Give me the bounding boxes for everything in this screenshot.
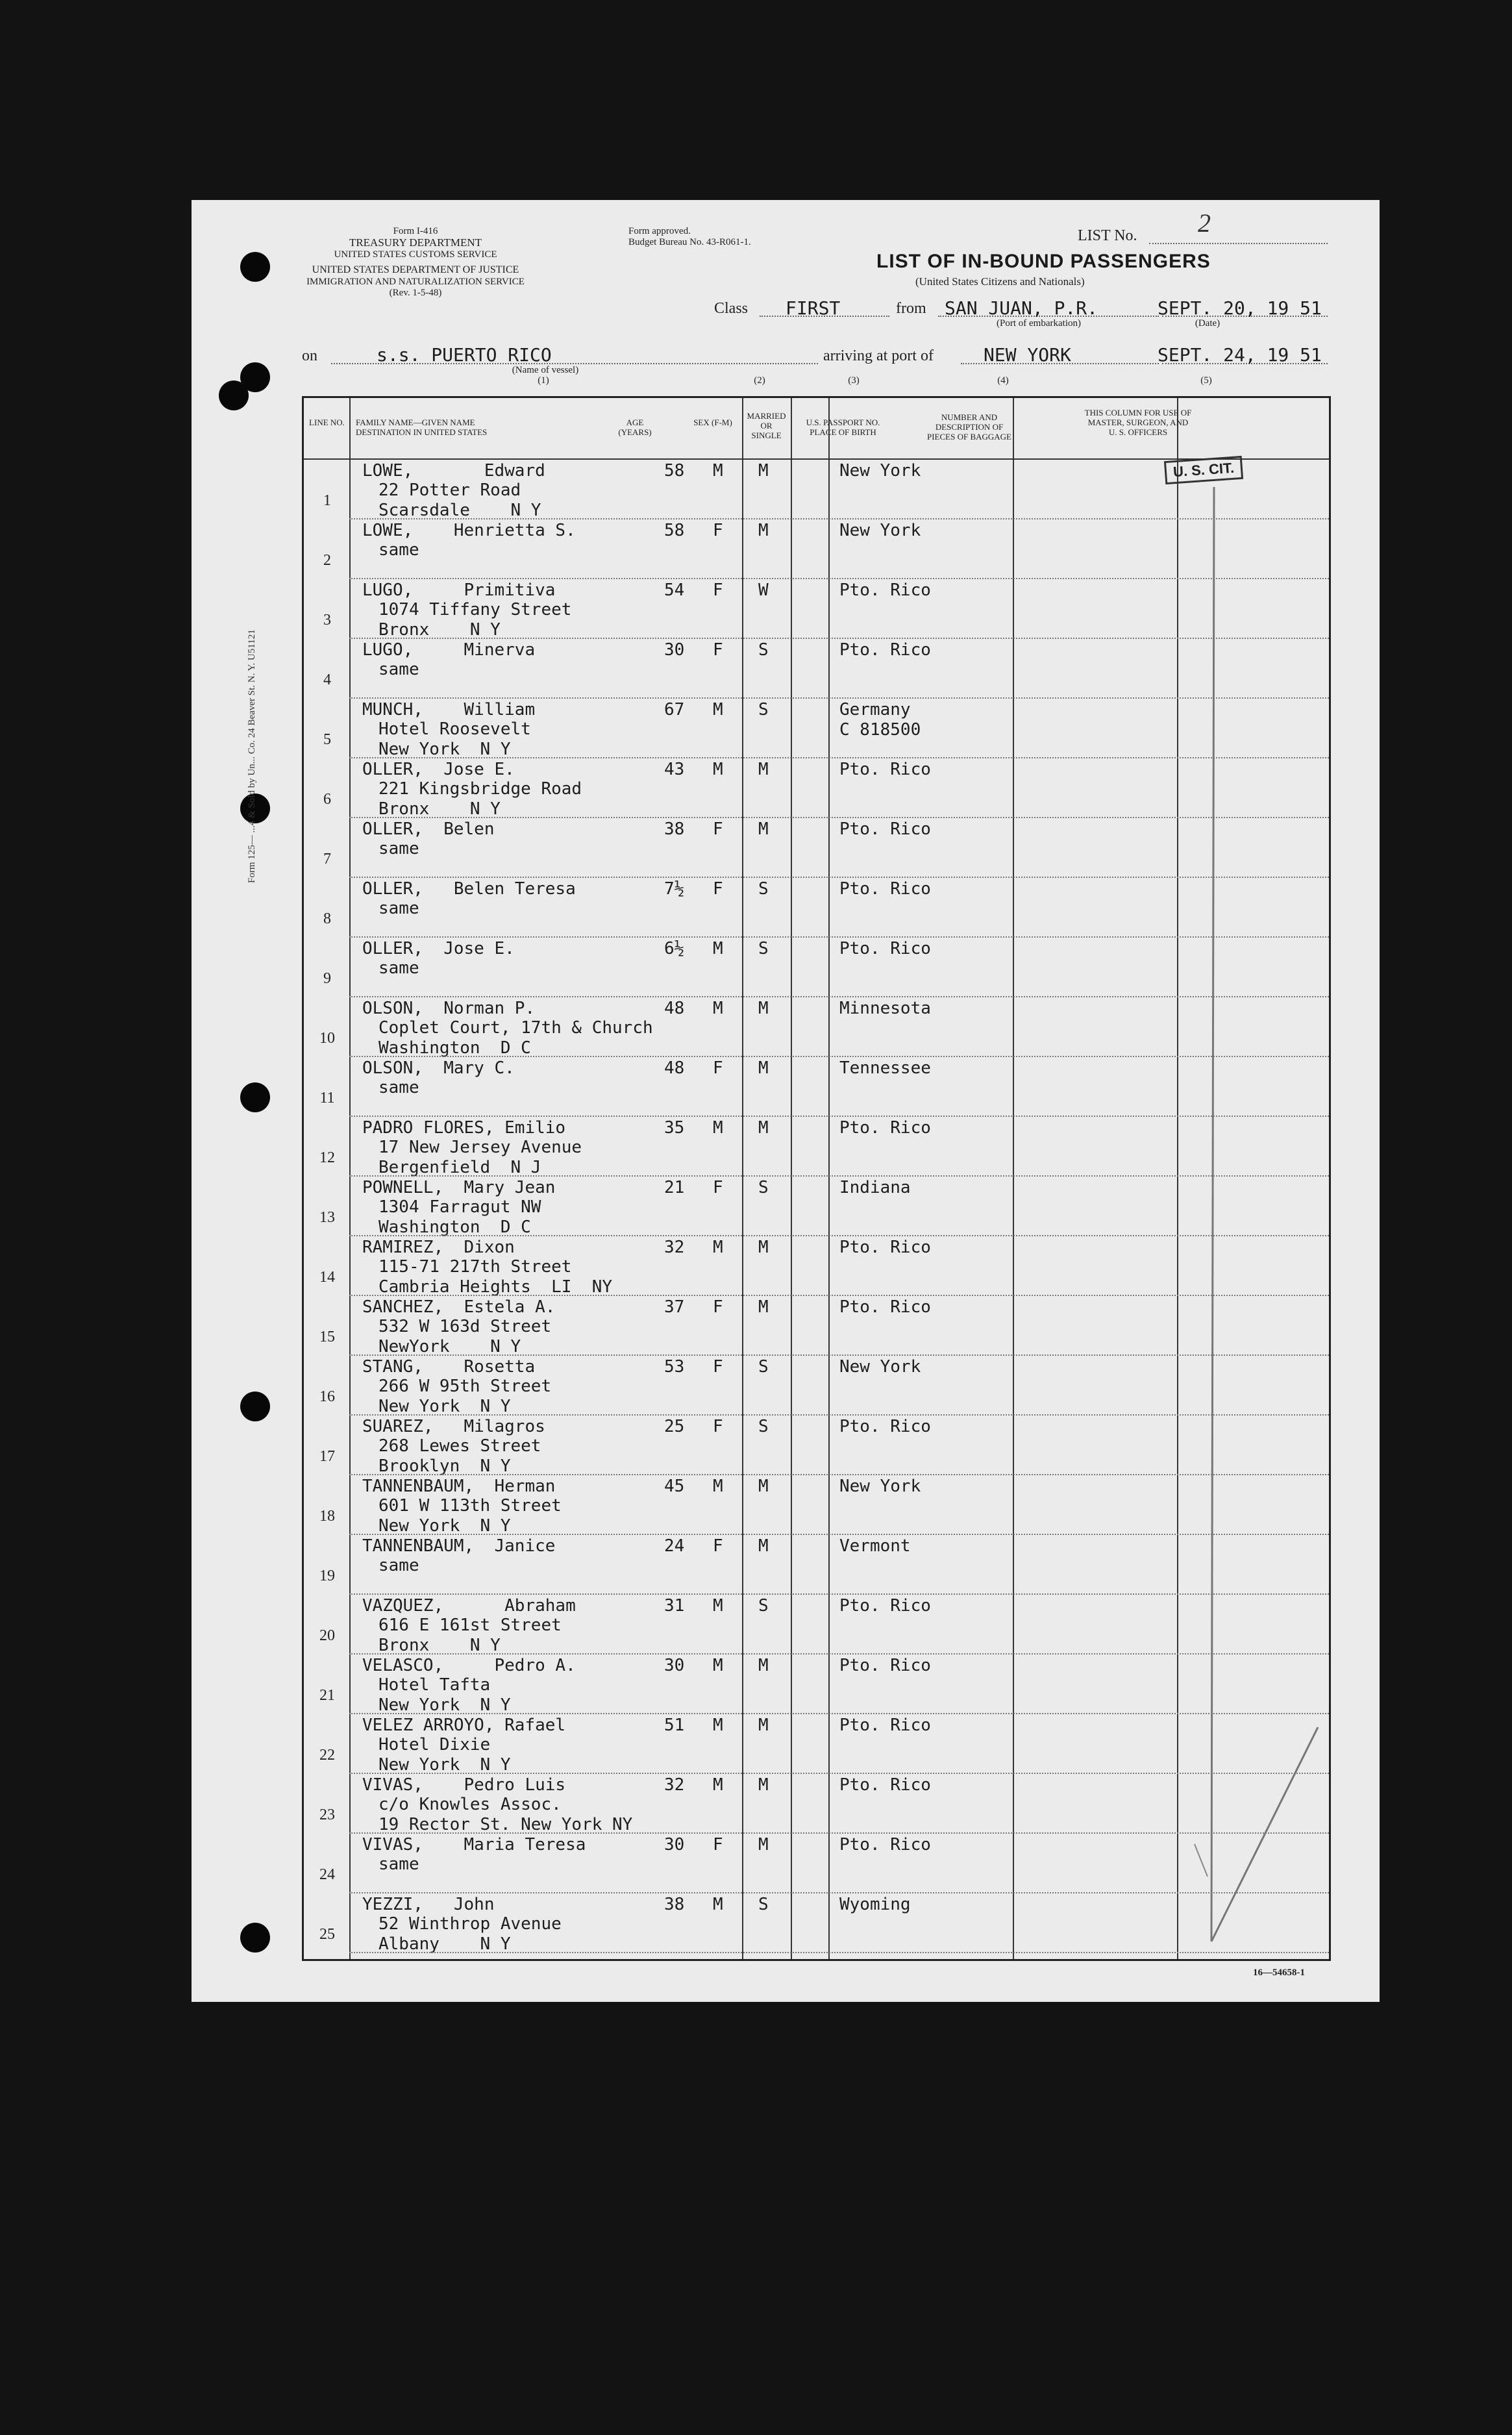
passenger-address: Hotel Tafta New York N Y: [378, 1675, 511, 1715]
passenger-age: 58: [664, 461, 685, 481]
column-number-4: (4): [997, 375, 1009, 386]
passenger-address: 601 W 113th Street New York N Y: [378, 1496, 562, 1536]
form-number: Form I-416: [393, 226, 438, 236]
passenger-sex: M: [713, 1238, 723, 1257]
passenger-marital-status: S: [758, 1596, 769, 1616]
passenger-age: 53: [664, 1357, 685, 1377]
passenger-sex: M: [713, 1596, 723, 1616]
passenger-name: YEZZI, John: [362, 1895, 495, 1914]
passenger-marital-status: M: [758, 819, 769, 839]
passenger-address: Hotel Roosevelt New York N Y: [378, 719, 531, 759]
approval-line-2: Budget Bureau No. 43-R061-1.: [628, 237, 751, 247]
department-line-2: UNITED STATES CUSTOMS SERVICE: [334, 249, 497, 260]
passenger-birthplace: Vermont: [839, 1536, 911, 1556]
line-number: 25: [319, 1926, 335, 1943]
passenger-sex: F: [713, 1357, 723, 1377]
vessel-name: s.s. PUERTO RICO: [377, 344, 552, 366]
passenger-address: 52 Winthrop Avenue Albany N Y: [378, 1914, 562, 1954]
passenger-birthplace: Wyoming: [839, 1895, 911, 1914]
list-no-value: 2: [1198, 208, 1211, 238]
passenger-birthplace: Tennessee: [839, 1058, 931, 1078]
passenger-marital-status: M: [758, 1536, 769, 1556]
passenger-name: OLLER, Jose E.: [362, 939, 515, 958]
line-number: 23: [319, 1806, 335, 1823]
passenger-age: 25: [664, 1417, 685, 1436]
passenger-birthplace: Pto. Rico: [839, 1596, 931, 1616]
passenger-birthplace: Pto. Rico: [839, 1118, 931, 1138]
passenger-address: same: [378, 1556, 419, 1575]
passenger-marital-status: M: [758, 1058, 769, 1078]
arrival-date: SEPT. 24, 19 51: [1158, 344, 1322, 366]
passenger-name: SUAREZ, Milagros: [362, 1417, 545, 1436]
passenger-age: 67: [664, 700, 685, 719]
passenger-sex: M: [713, 461, 723, 481]
passenger-marital-status: S: [758, 1178, 769, 1197]
line-number: 7: [323, 851, 331, 868]
passenger-name: STANG, Rosetta: [362, 1357, 536, 1377]
passenger-birthplace: Pto. Rico: [839, 760, 931, 779]
passenger-age: 38: [664, 1895, 685, 1914]
passenger-address: same: [378, 1854, 419, 1874]
passenger-age: 54: [664, 581, 685, 600]
passenger-sex: M: [713, 1656, 723, 1675]
passenger-marital-status: M: [758, 1238, 769, 1257]
class-value: FIRST: [786, 297, 841, 319]
list-no-label: LIST No.: [1078, 227, 1137, 244]
passenger-address: c/o Knowles Assoc. 19 Rector St. New York NY: [378, 1795, 633, 1834]
passenger-marital-status: M: [758, 760, 769, 779]
department-line-4: IMMIGRATION AND NATURALIZATION SERVICE: [306, 277, 525, 287]
passenger-name: VELEZ ARROYO, Rafael: [362, 1716, 566, 1735]
passenger-sex: F: [713, 1417, 723, 1436]
passenger-birthplace: New York: [839, 1477, 921, 1496]
passenger-age: 48: [664, 1058, 685, 1078]
line-number: 4: [323, 671, 331, 688]
passenger-marital-status: S: [758, 939, 769, 958]
passenger-marital-status: M: [758, 461, 769, 481]
passenger-birthplace: Minnesota: [839, 999, 931, 1018]
passenger-sex: F: [713, 581, 723, 600]
punch-hole: [219, 381, 249, 410]
passenger-marital-status: S: [758, 640, 769, 660]
line-number: 11: [319, 1090, 335, 1106]
punch-hole: [240, 1082, 270, 1112]
passenger-age: 51: [664, 1716, 685, 1735]
passenger-name: POWNELL, Mary Jean: [362, 1178, 556, 1197]
passenger-birthplace: New York: [839, 461, 921, 481]
passenger-age: 30: [664, 1656, 685, 1675]
passenger-name: VELASCO, Pedro A.: [362, 1656, 576, 1675]
passenger-marital-status: M: [758, 1835, 769, 1854]
passenger-address: 1304 Farragut NW Washington D C: [378, 1197, 541, 1237]
passenger-birthplace: Pto. Rico: [839, 1297, 931, 1317]
passenger-sex: F: [713, 640, 723, 660]
passenger-name: VAZQUEZ, Abraham: [362, 1596, 576, 1616]
passenger-address: same: [378, 958, 419, 978]
passenger-age: 32: [664, 1238, 685, 1257]
line-number: 12: [319, 1149, 335, 1166]
line-number: 5: [323, 731, 331, 748]
line-number: 22: [319, 1747, 335, 1764]
passenger-sex: F: [713, 521, 723, 540]
passenger-name: OLLER, Belen: [362, 819, 495, 839]
passenger-sex: M: [713, 999, 723, 1018]
passenger-sex: F: [713, 1297, 723, 1317]
passenger-marital-status: M: [758, 1477, 769, 1496]
footer-code: 16—54658-1: [1253, 1967, 1305, 1978]
passenger-birthplace: Pto. Rico: [839, 1417, 931, 1436]
passenger-birthplace: Pto. Rico: [839, 1775, 931, 1795]
passenger-name: LOWE, Edward: [362, 461, 545, 481]
passenger-marital-status: S: [758, 879, 769, 899]
passenger-sex: F: [713, 1178, 723, 1197]
passenger-marital-status: S: [758, 1417, 769, 1436]
passenger-marital-status: S: [758, 700, 769, 719]
passenger-sex: F: [713, 1058, 723, 1078]
line-number: 21: [319, 1687, 335, 1704]
departure-date: SEPT. 20, 19 51: [1158, 297, 1322, 319]
line-number: 9: [323, 970, 331, 987]
line-number: 16: [319, 1388, 335, 1405]
header-officers: THIS COLUMN FOR USE OF MASTER, SURGEON, AND U. S. OFFICERS: [1084, 408, 1192, 437]
passenger-birthplace: Pto. Rico: [839, 1716, 931, 1735]
passenger-name: VIVAS, Pedro Luis: [362, 1775, 566, 1795]
passenger-name: LOWE, Henrietta S.: [362, 521, 576, 540]
class-label: Class: [714, 300, 749, 317]
line-number: 20: [319, 1627, 335, 1644]
column-number-5: (5): [1200, 375, 1212, 386]
passenger-name: LUGO, Primitiva: [362, 581, 556, 600]
passenger-name: RAMIREZ, Dixon: [362, 1238, 515, 1257]
passenger-address: same: [378, 540, 419, 560]
passenger-address: 532 W 163d Street NewYork N Y: [378, 1317, 552, 1356]
passenger-age: 32: [664, 1775, 685, 1795]
passenger-birthplace: Pto. Rico: [839, 1656, 931, 1675]
line-number: 10: [319, 1030, 335, 1047]
passenger-birthplace: New York: [839, 1357, 921, 1377]
line-number: 3: [323, 612, 331, 629]
line-number: 15: [319, 1329, 335, 1345]
passenger-address: Hotel Dixie New York N Y: [378, 1735, 511, 1775]
passenger-birthplace: Pto. Rico: [839, 1238, 931, 1257]
passenger-birthplace: Pto. Rico: [839, 879, 931, 899]
vessel-caption: (Name of vessel): [512, 365, 579, 375]
passenger-name: OLSON, Mary C.: [362, 1058, 515, 1078]
line-number: 13: [319, 1209, 335, 1226]
passenger-birthplace: Pto. Rico: [839, 581, 931, 600]
passenger-name: LUGO, Minerva: [362, 640, 536, 660]
line-number: 6: [323, 791, 331, 808]
arrival-port: NEW YORK: [984, 344, 1071, 366]
passenger-age: 58: [664, 521, 685, 540]
passenger-birthplace: Pto. Rico: [839, 939, 931, 958]
list-title: LIST OF IN-BOUND PASSENGERS: [876, 251, 1211, 272]
passenger-name: PADRO FLORES, Emilio: [362, 1118, 566, 1138]
from-value: SAN JUAN, P.R.: [945, 297, 1098, 319]
passenger-age: 21: [664, 1178, 685, 1197]
line-number: 17: [319, 1448, 335, 1465]
passenger-sex: F: [713, 819, 723, 839]
passenger-marital-status: M: [758, 521, 769, 540]
on-label: on: [302, 347, 317, 364]
passenger-address: same: [378, 660, 419, 679]
us-citizen-stamp: U. S. CIT.: [1164, 456, 1243, 484]
passenger-sex: F: [713, 1835, 723, 1854]
passenger-sex: M: [713, 1118, 723, 1138]
passenger-age: 45: [664, 1477, 685, 1496]
passenger-address: 268 Lewes Street Brooklyn N Y: [378, 1436, 541, 1476]
passenger-age: 30: [664, 1835, 685, 1854]
passenger-birthplace: Pto. Rico: [839, 819, 931, 839]
printer-side-text: Form 125— ...4 & Sold by Un... Co. 24 Beaver St. N. Y. U51121: [247, 629, 257, 883]
passenger-name: OLLER, Belen Teresa: [362, 879, 576, 899]
passenger-name: SANCHEZ, Estela A.: [362, 1297, 556, 1317]
passenger-address: Coplet Court, 17th & Church Washington D C: [378, 1018, 653, 1058]
passenger-marital-status: M: [758, 999, 769, 1018]
header-baggage: NUMBER AND DESCRIPTION OF PIECES OF BAGGAGE: [926, 412, 1011, 442]
passenger-address: 221 Kingsbridge Road Bronx N Y: [378, 779, 582, 819]
passenger-address: 266 W 95th Street New York N Y: [378, 1377, 552, 1416]
passenger-marital-status: M: [758, 1297, 769, 1317]
passenger-name: OLLER, Jose E.: [362, 760, 515, 779]
date-caption: (Date): [1195, 318, 1221, 329]
header-name: FAMILY NAME—GIVEN NAME DESTINATION IN UNITED STATES: [356, 418, 488, 437]
passenger-sex: M: [713, 1895, 723, 1914]
passenger-sex: M: [713, 1477, 723, 1496]
passenger-sex: M: [713, 700, 723, 719]
passenger-marital-status: M: [758, 1656, 769, 1675]
passenger-name: OLSON, Norman P.: [362, 999, 536, 1018]
punch-hole: [240, 1392, 270, 1421]
punch-hole: [240, 252, 270, 282]
passenger-address: 22 Potter Road Scarsdale N Y: [378, 481, 541, 520]
passenger-age: 24: [664, 1536, 685, 1556]
passenger-marital-status: M: [758, 1716, 769, 1735]
passenger-age: 48: [664, 999, 685, 1018]
passenger-birthplace: Pto. Rico: [839, 640, 931, 660]
line-number: 2: [323, 552, 331, 569]
passenger-sex: M: [713, 1775, 723, 1795]
arriving-label: arriving at port of: [823, 347, 934, 364]
passenger-age: 38: [664, 819, 685, 839]
header-married: MARRIED OR SINGLE: [747, 411, 786, 440]
line-number: 1: [323, 492, 331, 509]
passenger-sex: F: [713, 879, 723, 899]
approval-line-1: Form approved.: [628, 226, 691, 236]
passenger-birthplace: Pto. Rico: [839, 1835, 931, 1854]
line-number: 14: [319, 1269, 335, 1286]
column-number-2: (2): [754, 375, 765, 386]
passenger-address: same: [378, 899, 419, 918]
header-birth: U.S. PASSPORT NO. PLACE OF BIRTH: [806, 418, 880, 437]
passenger-birthplace: Indiana: [839, 1178, 911, 1197]
line-number: 24: [319, 1866, 335, 1883]
department-line-1: TREASURY DEPARTMENT: [349, 236, 482, 249]
passenger-age: 7½: [664, 879, 685, 899]
passenger-name: TANNENBAUM, Herman: [362, 1477, 556, 1496]
header-age: AGE (YEARS): [618, 418, 652, 437]
passenger-address: same: [378, 1078, 419, 1097]
embarkation-caption: (Port of embarkation): [997, 318, 1081, 329]
passenger-birthplace: New York: [839, 521, 921, 540]
passenger-name: MUNCH, William: [362, 700, 536, 719]
passenger-marital-status: S: [758, 1895, 769, 1914]
passenger-age: 30: [664, 640, 685, 660]
passenger-marital-status: M: [758, 1775, 769, 1795]
passenger-age: 6½: [664, 939, 685, 958]
column-number-3: (3): [848, 375, 860, 386]
passenger-address: 17 New Jersey Avenue Bergenfield N J: [378, 1138, 582, 1177]
passenger-sex: M: [713, 1716, 723, 1735]
line-number: 18: [319, 1508, 335, 1525]
passenger-birthplace: Germany C 818500: [839, 700, 921, 740]
passenger-age: 37: [664, 1297, 685, 1317]
passenger-sex: M: [713, 939, 723, 958]
header-line-no: LINE NO.: [309, 418, 345, 427]
passenger-marital-status: M: [758, 1118, 769, 1138]
passenger-marital-status: W: [758, 581, 769, 600]
line-number: 19: [319, 1567, 335, 1584]
passenger-name: TANNENBAUM, Janice: [362, 1536, 556, 1556]
passenger-address: 1074 Tiffany Street Bronx N Y: [378, 600, 572, 640]
list-subtitle: (United States Citizens and Nationals): [915, 275, 1085, 288]
passenger-address: 616 E 161st Street Bronx N Y: [378, 1616, 562, 1655]
department-line-3: UNITED STATES DEPARTMENT OF JUSTICE: [312, 264, 519, 275]
passenger-age: 43: [664, 760, 685, 779]
passenger-address: same: [378, 839, 419, 858]
revision-date: (Rev. 1-5-48): [389, 288, 442, 298]
line-number: 8: [323, 910, 331, 927]
passenger-sex: M: [713, 760, 723, 779]
passenger-marital-status: S: [758, 1357, 769, 1377]
punch-hole: [240, 1923, 270, 1953]
passenger-name: VIVAS, Maria Teresa: [362, 1835, 586, 1854]
officer-check-mark: [1169, 481, 1350, 1961]
passenger-age: 31: [664, 1596, 685, 1616]
from-label: from: [896, 300, 926, 317]
passenger-sex: F: [713, 1536, 723, 1556]
header-sex: SEX (F-M): [693, 418, 732, 427]
column-number-1: (1): [538, 375, 549, 386]
list-no-line: [1149, 243, 1328, 244]
passenger-address: 115-71 217th Street Cambria Heights LI NY: [378, 1257, 613, 1297]
passenger-age: 35: [664, 1118, 685, 1138]
